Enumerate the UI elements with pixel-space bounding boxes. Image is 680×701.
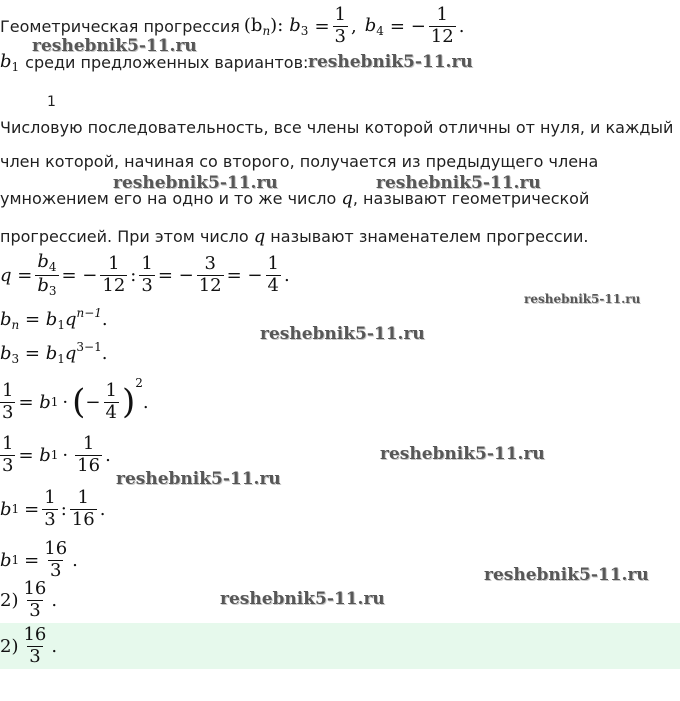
solution-step-4: b 1 = $\frac{16}{3}$ .: [0, 537, 78, 581]
watermark: reshebnik5-11.ru: [32, 36, 197, 56]
watermark: reshebnik5-11.ru: [260, 324, 425, 344]
watermark: reshebnik5-11.ru: [524, 292, 641, 306]
final-answer: 2) $\frac{16}{3}$ .: [0, 623, 58, 667]
period: .: [458, 15, 465, 37]
general-term-formula: $b_n = b_1q^{n-1}$.: [0, 306, 108, 332]
b4-symbol: $b_4$: [364, 14, 384, 38]
definition-line-4: прогрессией. При этом число q называют знаменателем прогрессии.: [0, 226, 589, 247]
watermark: reshebnik5-11.ru: [380, 444, 545, 464]
answer-line: 2) $\frac{16}{3}$ .: [0, 578, 58, 621]
problem-question: среди предложенных вариантов:: [25, 52, 309, 72]
watermark: reshebnik5-11.ru: [376, 173, 541, 193]
equals-minus: = −: [389, 15, 426, 37]
watermark: reshebnik5-11.ru: [113, 173, 278, 193]
equals: =: [314, 15, 330, 37]
problem-title: Геометрическая прогрессия: [0, 16, 240, 36]
step-marker: 1: [47, 94, 56, 110]
watermark: reshebnik5-11.ru: [116, 469, 281, 489]
watermark: reshebnik5-11.ru: [220, 589, 385, 609]
b3-symbol: $b_3$: [289, 14, 309, 38]
b3-formula: $b_3 = b_1q^{3-1}$.: [0, 340, 108, 366]
b4-value: $\frac{1}{12}$: [430, 3, 454, 47]
definition-line-1: Числовую последовательность, все члены которой отличны от нуля, и каждый: [0, 118, 674, 137]
b3-value: $\frac{1}{3}$: [334, 3, 346, 47]
comma: ,: [350, 15, 357, 37]
watermark: reshebnik5-11.ru: [484, 565, 649, 585]
definition-line-2: член которой, начиная со второго, получается из предыдущего члена: [0, 152, 599, 171]
solution-step-2: $\frac{1}{3}$ = b 1 · $\frac{1}{16}$ .: [2, 432, 111, 476]
definition-line-3: умножением его на одно и то же число q, называют геометрической: [0, 188, 590, 209]
watermark: reshebnik5-11.ru: [308, 52, 473, 72]
solution-step-3: b 1 = $\frac{1}{3}$ : $\frac{1}{16}$ .: [0, 486, 106, 530]
answer-highlight: [0, 623, 680, 669]
ratio-calculation: q = $\frac{b_4}{b_3}$ = − $\frac{1}{12}$ : $\frac{1}{3}$ = − $\frac{3}{12}$ = − $\frac{1}{4}$ .: [0, 250, 290, 298]
sequence-symbol: $(b_n)$:: [243, 14, 284, 38]
solution-step-1: $\frac{1}{3}$ = b 1 · ( − $\frac{1}{4}$ ) 2 .: [2, 376, 149, 423]
b1-symbol: $b_1$: [0, 50, 20, 74]
